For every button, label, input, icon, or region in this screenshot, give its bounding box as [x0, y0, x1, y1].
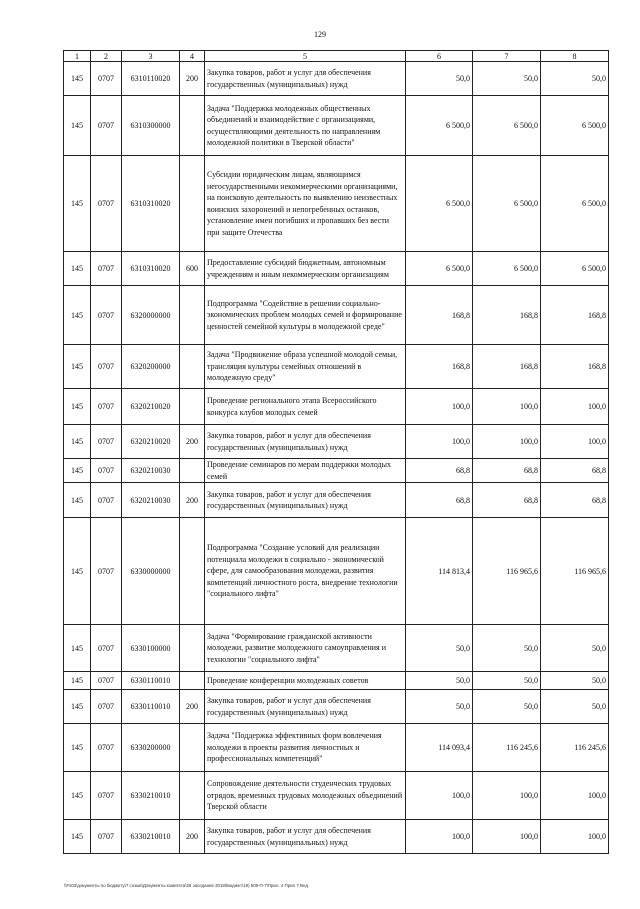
- table-row: [64, 389, 609, 425]
- section-code-cell: 0707: [91, 820, 122, 854]
- expense-type-cell: [180, 772, 205, 820]
- table-row: [64, 459, 609, 483]
- expense-type-cell: [180, 724, 205, 772]
- row-code-cell: 145: [64, 772, 91, 820]
- amount-col6-cell: 50,0: [406, 690, 473, 724]
- amount-col7-cell: 68,8: [473, 459, 541, 483]
- expense-type-cell: [180, 286, 205, 345]
- row-code-cell: 145: [64, 389, 91, 425]
- amount-col6-cell: 168,8: [406, 286, 473, 345]
- target-article-cell: 6310110020: [122, 62, 180, 96]
- section-code-cell: 0707: [91, 425, 122, 459]
- amount-col8-cell: 6 500,0: [541, 156, 609, 252]
- target-article-cell: 6310310020: [122, 252, 180, 286]
- amount-col6-cell: 50,0: [406, 672, 473, 690]
- amount-col6-cell: 68,8: [406, 483, 473, 518]
- amount-col6-cell: 50,0: [406, 625, 473, 672]
- amount-col8-cell: 168,8: [541, 286, 609, 345]
- item-name-cell: Проведение регионального этапа Всероссийского конкурса клубов молодых семей: [205, 389, 406, 425]
- target-article-cell: 6320000000: [122, 286, 180, 345]
- item-name-cell: Проведение семинаров по мерам поддержки молодых семей: [205, 459, 406, 483]
- section-code-cell: 0707: [91, 518, 122, 625]
- amount-col7-cell: 100,0: [473, 820, 541, 854]
- amount-col8-cell: 50,0: [541, 625, 609, 672]
- section-code-cell: 0707: [91, 389, 122, 425]
- expense-type-cell: 200: [180, 690, 205, 724]
- amount-col7-cell: 50,0: [473, 625, 541, 672]
- item-name-cell: Закупка товаров, работ и услуг для обеспечения государственных (муниципальных) нужд: [205, 690, 406, 724]
- amount-col7-cell: 6 500,0: [473, 252, 541, 286]
- row-code-cell: 145: [64, 518, 91, 625]
- column-header: 6: [406, 51, 473, 62]
- expense-type-cell: [180, 96, 205, 156]
- row-code-cell: 145: [64, 625, 91, 672]
- target-article-cell: 6320200000: [122, 345, 180, 389]
- amount-col6-cell: 100,0: [406, 389, 473, 425]
- section-code-cell: 0707: [91, 62, 122, 96]
- item-name-cell: Проведение конференции молодежных советов: [205, 672, 406, 690]
- table-row: [64, 286, 609, 345]
- column-header: 4: [180, 51, 205, 62]
- row-code-cell: 145: [64, 345, 91, 389]
- table-row: [64, 62, 609, 96]
- row-code-cell: 145: [64, 62, 91, 96]
- amount-col6-cell: 100,0: [406, 425, 473, 459]
- item-name-cell: Закупка товаров, работ и услуг для обеспечения государственных (муниципальных) нужд: [205, 62, 406, 96]
- amount-col7-cell: 68,8: [473, 483, 541, 518]
- amount-col8-cell: 168,8: [541, 345, 609, 389]
- file-path-footer: \\Fs03\документы по бюджету\7 созыв\Документы комитета\28 заседание 2018\Бюджет\19) 508-П-7\Прил. 4 Прил 7 Вед.: [64, 883, 310, 888]
- expense-type-cell: 200: [180, 820, 205, 854]
- item-name-cell: Закупка товаров, работ и услуг для обеспечения государственных (муниципальных) нужд: [205, 483, 406, 518]
- table-row: [64, 820, 609, 854]
- expense-type-cell: [180, 625, 205, 672]
- amount-col8-cell: 50,0: [541, 672, 609, 690]
- amount-col7-cell: 6 500,0: [473, 156, 541, 252]
- row-code-cell: 145: [64, 724, 91, 772]
- target-article-cell: 6320210030: [122, 483, 180, 518]
- table-row: [64, 518, 609, 625]
- row-code-cell: 145: [64, 672, 91, 690]
- item-name-cell: Закупка товаров, работ и услуг для обеспечения государственных (муниципальных) нужд: [205, 425, 406, 459]
- row-code-cell: 145: [64, 286, 91, 345]
- expense-type-cell: 200: [180, 62, 205, 96]
- table-row: [64, 425, 609, 459]
- target-article-cell: 6330200000: [122, 724, 180, 772]
- amount-col6-cell: 6 500,0: [406, 252, 473, 286]
- amount-col8-cell: 6 500,0: [541, 252, 609, 286]
- amount-col7-cell: 116 965,6: [473, 518, 541, 625]
- target-article-cell: 6330100000: [122, 625, 180, 672]
- row-code-cell: 145: [64, 483, 91, 518]
- amount-col8-cell: 68,8: [541, 459, 609, 483]
- table-row: [64, 724, 609, 772]
- amount-col6-cell: 114 093,4: [406, 724, 473, 772]
- table-row: [64, 483, 609, 518]
- section-code-cell: 0707: [91, 690, 122, 724]
- amount-col7-cell: 50,0: [473, 62, 541, 96]
- amount-col7-cell: 50,0: [473, 690, 541, 724]
- amount-col6-cell: 100,0: [406, 772, 473, 820]
- section-code-cell: 0707: [91, 96, 122, 156]
- table-row: [64, 96, 609, 156]
- item-name-cell: Подпрограмма "Создание условий для реализации потенциала молодежи в социально - экономической сфере, для самообразования молодежи, развития компетенций личностного роста, внедрение технологии "социального лифта": [205, 518, 406, 625]
- amount-col6-cell: 100,0: [406, 820, 473, 854]
- column-header: 2: [91, 51, 122, 62]
- item-name-cell: Предоставление субсидий бюджетным, автономным учреждениям и иным некоммерческим организациям: [205, 252, 406, 286]
- amount-col8-cell: 116 965,6: [541, 518, 609, 625]
- budget-table: [63, 50, 609, 854]
- amount-col6-cell: 6 500,0: [406, 156, 473, 252]
- target-article-cell: 6330000000: [122, 518, 180, 625]
- expense-type-cell: [180, 156, 205, 252]
- page-number: 129: [314, 30, 326, 39]
- row-code-cell: 145: [64, 690, 91, 724]
- column-header: 5: [205, 51, 406, 62]
- section-code-cell: 0707: [91, 772, 122, 820]
- table-row: [64, 672, 609, 690]
- target-article-cell: 6320210020: [122, 389, 180, 425]
- column-header: 1: [64, 51, 91, 62]
- row-code-cell: 145: [64, 252, 91, 286]
- section-code-cell: 0707: [91, 156, 122, 252]
- row-code-cell: 145: [64, 425, 91, 459]
- amount-col7-cell: 50,0: [473, 672, 541, 690]
- target-article-cell: 6320210020: [122, 425, 180, 459]
- amount-col7-cell: 6 500,0: [473, 96, 541, 156]
- column-header: 8: [541, 51, 609, 62]
- target-article-cell: 6330210010: [122, 772, 180, 820]
- amount-col7-cell: 100,0: [473, 772, 541, 820]
- amount-col8-cell: 50,0: [541, 62, 609, 96]
- amount-col6-cell: 168,8: [406, 345, 473, 389]
- item-name-cell: Задача "Формирование гражданской активности молодежи, развитие молодежного самоуправления и технологии "социального лифта": [205, 625, 406, 672]
- table-row: [64, 772, 609, 820]
- amount-col6-cell: 68,8: [406, 459, 473, 483]
- expense-type-cell: [180, 345, 205, 389]
- item-name-cell: Сопровождение деятельности студенческих трудовых отрядов, временных трудовых молодежных объединений Тверской области: [205, 772, 406, 820]
- section-code-cell: 0707: [91, 286, 122, 345]
- item-name-cell: Задача "Поддержка эффективных форм вовлечения молодежи в проекты развития личностных и профессиональных компетенций": [205, 724, 406, 772]
- section-code-cell: 0707: [91, 483, 122, 518]
- item-name-cell: Подпрограмма "Содействие в решении социально-экономических проблем молодых семей и формирование ценностей семейной культуры в молодежной среде": [205, 286, 406, 345]
- expense-type-cell: [180, 518, 205, 625]
- amount-col7-cell: 168,8: [473, 286, 541, 345]
- section-code-cell: 0707: [91, 345, 122, 389]
- target-article-cell: 6330210010: [122, 820, 180, 854]
- amount-col8-cell: 100,0: [541, 820, 609, 854]
- amount-col7-cell: 100,0: [473, 389, 541, 425]
- row-code-cell: 145: [64, 96, 91, 156]
- item-name-cell: Закупка товаров, работ и услуг для обеспечения государственных (муниципальных) нужд: [205, 820, 406, 854]
- row-code-cell: 145: [64, 459, 91, 483]
- amount-col8-cell: 68,8: [541, 483, 609, 518]
- table-header: [64, 51, 609, 62]
- amount-col6-cell: 50,0: [406, 62, 473, 96]
- expense-type-cell: [180, 389, 205, 425]
- table-row: [64, 156, 609, 252]
- amount-col8-cell: 6 500,0: [541, 96, 609, 156]
- section-code-cell: 0707: [91, 252, 122, 286]
- column-header: 7: [473, 51, 541, 62]
- column-header: 3: [122, 51, 180, 62]
- table-body: [64, 62, 609, 854]
- row-code-cell: 145: [64, 820, 91, 854]
- row-code-cell: 145: [64, 156, 91, 252]
- amount-col8-cell: 100,0: [541, 772, 609, 820]
- expense-type-cell: 200: [180, 425, 205, 459]
- section-code-cell: 0707: [91, 724, 122, 772]
- amount-col8-cell: 116 245,6: [541, 724, 609, 772]
- item-name-cell: Задача "Поддержка молодежных общественных объединений и взаимодействие с организациями, осуществляющими деятельность по направлениям молодежной политики в Тверской области": [205, 96, 406, 156]
- target-article-cell: 6330110010: [122, 690, 180, 724]
- table-row: [64, 345, 609, 389]
- table-row: [64, 690, 609, 724]
- amount-col7-cell: 100,0: [473, 425, 541, 459]
- section-code-cell: 0707: [91, 459, 122, 483]
- amount-col6-cell: 114 813,4: [406, 518, 473, 625]
- target-article-cell: 6320210030: [122, 459, 180, 483]
- target-article-cell: 6330110010: [122, 672, 180, 690]
- target-article-cell: 6310300000: [122, 96, 180, 156]
- amount-col8-cell: 100,0: [541, 389, 609, 425]
- table-row: [64, 252, 609, 286]
- expense-type-cell: 200: [180, 483, 205, 518]
- expense-type-cell: 600: [180, 252, 205, 286]
- amount-col8-cell: 100,0: [541, 425, 609, 459]
- item-name-cell: Субсидии юридическим лицам, являющимся негосударственными некоммерческими организациями, на поисковую деятельность по выявлению неизвестных воинских захоронений и непогребенных останков, установление имен погибших и пропавших без вести при защите Отечества: [205, 156, 406, 252]
- section-code-cell: 0707: [91, 625, 122, 672]
- expense-type-cell: [180, 672, 205, 690]
- amount-col7-cell: 116 245,6: [473, 724, 541, 772]
- amount-col8-cell: 50,0: [541, 690, 609, 724]
- expense-type-cell: [180, 459, 205, 483]
- target-article-cell: 6310310020: [122, 156, 180, 252]
- item-name-cell: Задача "Продвижение образа успешной молодой семьи, трансляция культуры семейных отношений в молодежную среду": [205, 345, 406, 389]
- amount-col6-cell: 6 500,0: [406, 96, 473, 156]
- section-code-cell: 0707: [91, 672, 122, 690]
- amount-col7-cell: 168,8: [473, 345, 541, 389]
- table-row: [64, 625, 609, 672]
